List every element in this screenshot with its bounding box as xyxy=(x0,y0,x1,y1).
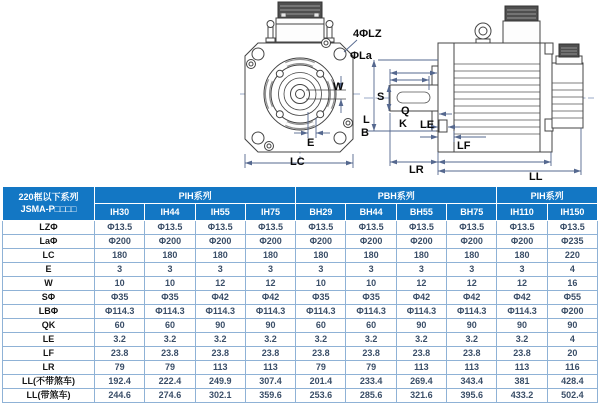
value-cell: 23.8 xyxy=(346,347,396,361)
table-row xyxy=(3,319,598,333)
dim-label-ll: LL xyxy=(529,171,543,183)
value-cell: 116 xyxy=(547,361,597,375)
value-cell: 113 xyxy=(497,361,547,375)
value-cell: 12 xyxy=(195,277,245,291)
value-cell: 269.4 xyxy=(396,375,446,389)
value-cell: 113 xyxy=(396,361,446,375)
value-cell: 395.6 xyxy=(447,389,497,403)
value-cell: 180 xyxy=(95,249,145,263)
model-header: BH29 xyxy=(296,204,346,221)
value-cell: 23.8 xyxy=(447,347,497,361)
value-cell: 113 xyxy=(245,361,295,375)
value-cell: 16 xyxy=(547,277,597,291)
row-label: W xyxy=(3,277,95,291)
value-cell: 3 xyxy=(145,263,195,277)
value-cell: Φ114.3 xyxy=(447,305,497,319)
value-cell: 180 xyxy=(447,249,497,263)
model-header: IH150 xyxy=(547,204,597,221)
value-cell: 79 xyxy=(346,361,396,375)
value-cell: Φ200 xyxy=(547,305,597,319)
value-cell: Φ42 xyxy=(195,291,245,305)
model-header: IH110 xyxy=(497,204,547,221)
value-cell: Φ200 xyxy=(497,235,547,249)
value-cell: 3.2 xyxy=(346,333,396,347)
table-row xyxy=(3,235,598,249)
dim-label-s: S xyxy=(377,91,385,103)
value-cell: 4 xyxy=(547,333,597,347)
value-cell: Φ114.3 xyxy=(346,305,396,319)
value-cell: Φ235 xyxy=(547,235,597,249)
value-cell: 90 xyxy=(447,319,497,333)
value-cell: 79 xyxy=(296,361,346,375)
value-cell: Φ42 xyxy=(447,291,497,305)
value-cell: 274.6 xyxy=(145,389,195,403)
value-cell: Φ13.5 xyxy=(547,221,597,235)
value-cell: 3 xyxy=(95,263,145,277)
corner-header-line1: 220框以下系列 xyxy=(18,192,79,203)
value-cell: 60 xyxy=(145,319,195,333)
value-cell: 12 xyxy=(497,277,547,291)
table-row xyxy=(3,361,598,375)
value-cell: 23.8 xyxy=(396,347,446,361)
row-label: E xyxy=(3,263,95,277)
value-cell: 180 xyxy=(396,249,446,263)
value-cell: Φ42 xyxy=(245,291,295,305)
series-header-row xyxy=(3,187,598,204)
value-cell: 12 xyxy=(447,277,497,291)
value-cell: 90 xyxy=(497,319,547,333)
value-cell: 10 xyxy=(346,277,396,291)
value-cell: Φ200 xyxy=(447,235,497,249)
value-cell: 244.6 xyxy=(95,389,145,403)
value-cell: 10 xyxy=(296,277,346,291)
value-cell: 12 xyxy=(396,277,446,291)
corner-header xyxy=(3,187,95,221)
value-cell: Φ13.5 xyxy=(195,221,245,235)
value-cell: Φ42 xyxy=(396,291,446,305)
value-cell: 285.6 xyxy=(346,389,396,403)
value-cell: Φ13.5 xyxy=(245,221,295,235)
value-cell: 180 xyxy=(497,249,547,263)
value-cell: Φ114.3 xyxy=(296,305,346,319)
value-cell: 180 xyxy=(346,249,396,263)
value-cell: 220 xyxy=(547,249,597,263)
table-row xyxy=(3,291,598,305)
value-cell: 60 xyxy=(95,319,145,333)
value-cell: 3.2 xyxy=(497,333,547,347)
table-row xyxy=(3,277,598,291)
table-row xyxy=(3,375,598,389)
spec-table xyxy=(2,186,598,403)
value-cell: 180 xyxy=(245,249,295,263)
value-cell: 253.6 xyxy=(296,389,346,403)
value-cell: 23.8 xyxy=(245,347,295,361)
value-cell: 20 xyxy=(547,347,597,361)
value-cell: 180 xyxy=(296,249,346,263)
table-row xyxy=(3,221,598,235)
value-cell: 3 xyxy=(245,263,295,277)
dim-label-phila: ΦLa xyxy=(350,50,372,62)
model-header: BH75 xyxy=(447,204,497,221)
value-cell: 3.2 xyxy=(447,333,497,347)
dim-label-q: Q xyxy=(401,105,410,117)
value-cell: 180 xyxy=(145,249,195,263)
value-cell: 3.2 xyxy=(396,333,446,347)
value-cell: 3.2 xyxy=(195,333,245,347)
table-row xyxy=(3,347,598,361)
value-cell: 249.9 xyxy=(195,375,245,389)
value-cell: Φ13.5 xyxy=(95,221,145,235)
value-cell: Φ35 xyxy=(346,291,396,305)
value-cell: Φ114.3 xyxy=(245,305,295,319)
table-row xyxy=(3,263,598,277)
dimension-drawing xyxy=(0,0,600,187)
value-cell: 3.2 xyxy=(145,333,195,347)
corner-header-line2: JSMA-P□□□□ xyxy=(20,203,77,214)
value-cell: 23.8 xyxy=(497,347,547,361)
model-header: IH30 xyxy=(95,204,145,221)
value-cell: 90 xyxy=(396,319,446,333)
model-header: IH55 xyxy=(195,204,245,221)
row-label: LBΦ xyxy=(3,305,95,319)
value-cell: Φ114.3 xyxy=(497,305,547,319)
value-cell: 60 xyxy=(296,319,346,333)
value-cell: 3 xyxy=(195,263,245,277)
value-cell: Φ200 xyxy=(346,235,396,249)
value-cell: 3 xyxy=(346,263,396,277)
value-cell: 321.6 xyxy=(396,389,446,403)
row-label: LE xyxy=(3,333,95,347)
value-cell: Φ13.5 xyxy=(296,221,346,235)
value-cell: 90 xyxy=(195,319,245,333)
dim-label-4philz: 4ΦLZ xyxy=(353,28,382,40)
value-cell: Φ35 xyxy=(296,291,346,305)
value-cell: 3.2 xyxy=(245,333,295,347)
value-cell: 192.4 xyxy=(95,375,145,389)
dim-label-lf: LF xyxy=(457,140,471,152)
value-cell: 3 xyxy=(396,263,446,277)
value-cell: Φ55 xyxy=(547,291,597,305)
model-header: BH44 xyxy=(346,204,396,221)
model-header: IH44 xyxy=(145,204,195,221)
row-label: LL(不带煞车) xyxy=(3,375,95,389)
value-cell: 60 xyxy=(346,319,396,333)
dim-label-lr: LR xyxy=(409,164,424,176)
value-cell: 113 xyxy=(447,361,497,375)
value-cell: 23.8 xyxy=(195,347,245,361)
value-cell: Φ13.5 xyxy=(396,221,446,235)
table-row xyxy=(3,249,598,263)
value-cell: 10 xyxy=(95,277,145,291)
value-cell: Φ200 xyxy=(95,235,145,249)
value-cell: Φ200 xyxy=(145,235,195,249)
value-cell: 3.2 xyxy=(296,333,346,347)
row-label: LR xyxy=(3,361,95,375)
value-cell: 4 xyxy=(547,263,597,277)
value-cell: 90 xyxy=(245,319,295,333)
table-row xyxy=(3,333,598,347)
value-cell: Φ35 xyxy=(145,291,195,305)
value-cell: 79 xyxy=(145,361,195,375)
value-cell: Φ200 xyxy=(195,235,245,249)
value-cell: Φ35 xyxy=(95,291,145,305)
value-cell: Φ13.5 xyxy=(346,221,396,235)
dim-label-e: E xyxy=(307,137,315,149)
value-cell: Φ200 xyxy=(245,235,295,249)
value-cell: Φ200 xyxy=(396,235,446,249)
row-label: LL(带煞车) xyxy=(3,389,95,403)
value-cell: 113 xyxy=(195,361,245,375)
dim-label-b: B xyxy=(361,127,369,139)
value-cell: Φ200 xyxy=(296,235,346,249)
value-cell: 359.6 xyxy=(245,389,295,403)
motor-side-view xyxy=(364,6,594,152)
value-cell: 180 xyxy=(195,249,245,263)
model-header: BH55 xyxy=(396,204,446,221)
dim-label-l: L xyxy=(363,114,370,126)
row-label: LZΦ xyxy=(3,221,95,235)
value-cell: 90 xyxy=(547,319,597,333)
row-label: LaΦ xyxy=(3,235,95,249)
value-cell: Φ13.5 xyxy=(145,221,195,235)
series-group-pih2: PIH系列 xyxy=(497,187,598,204)
table-row xyxy=(3,305,598,319)
dim-label-w: W xyxy=(333,81,344,93)
row-label: SΦ xyxy=(3,291,95,305)
value-cell: 23.8 xyxy=(296,347,346,361)
value-cell: 428.4 xyxy=(547,375,597,389)
value-cell: Φ114.3 xyxy=(145,305,195,319)
value-cell: 3 xyxy=(447,263,497,277)
value-cell: 23.8 xyxy=(145,347,195,361)
value-cell: 502.4 xyxy=(547,389,597,403)
value-cell: 3.2 xyxy=(95,333,145,347)
value-cell: Φ13.5 xyxy=(497,221,547,235)
value-cell: Φ114.3 xyxy=(396,305,446,319)
value-cell: 201.4 xyxy=(296,375,346,389)
row-label: LF xyxy=(3,347,95,361)
dim-label-le: LE xyxy=(420,119,435,131)
value-cell: 23.8 xyxy=(95,347,145,361)
value-cell: 433.2 xyxy=(497,389,547,403)
value-cell: 381 xyxy=(497,375,547,389)
row-label: QK xyxy=(3,319,95,333)
dim-label-k: K xyxy=(399,118,407,130)
value-cell: Φ42 xyxy=(497,291,547,305)
dim-label-lc: LC xyxy=(290,156,305,168)
series-group-pbh: PBH系列 xyxy=(296,187,497,204)
value-cell: 222.4 xyxy=(145,375,195,389)
value-cell: 307.4 xyxy=(245,375,295,389)
series-group-pih: PIH系列 xyxy=(95,187,296,204)
value-cell: 79 xyxy=(95,361,145,375)
row-label: LC xyxy=(3,249,95,263)
value-cell: 3 xyxy=(497,263,547,277)
value-cell: 12 xyxy=(245,277,295,291)
value-cell: 302.1 xyxy=(195,389,245,403)
value-cell: 343.4 xyxy=(447,375,497,389)
value-cell: Φ114.3 xyxy=(95,305,145,319)
value-cell: 3 xyxy=(296,263,346,277)
value-cell: Φ114.3 xyxy=(195,305,245,319)
model-header: IH75 xyxy=(245,204,295,221)
table-row xyxy=(3,389,598,403)
value-cell: 10 xyxy=(145,277,195,291)
value-cell: 233.4 xyxy=(346,375,396,389)
value-cell: Φ13.5 xyxy=(447,221,497,235)
